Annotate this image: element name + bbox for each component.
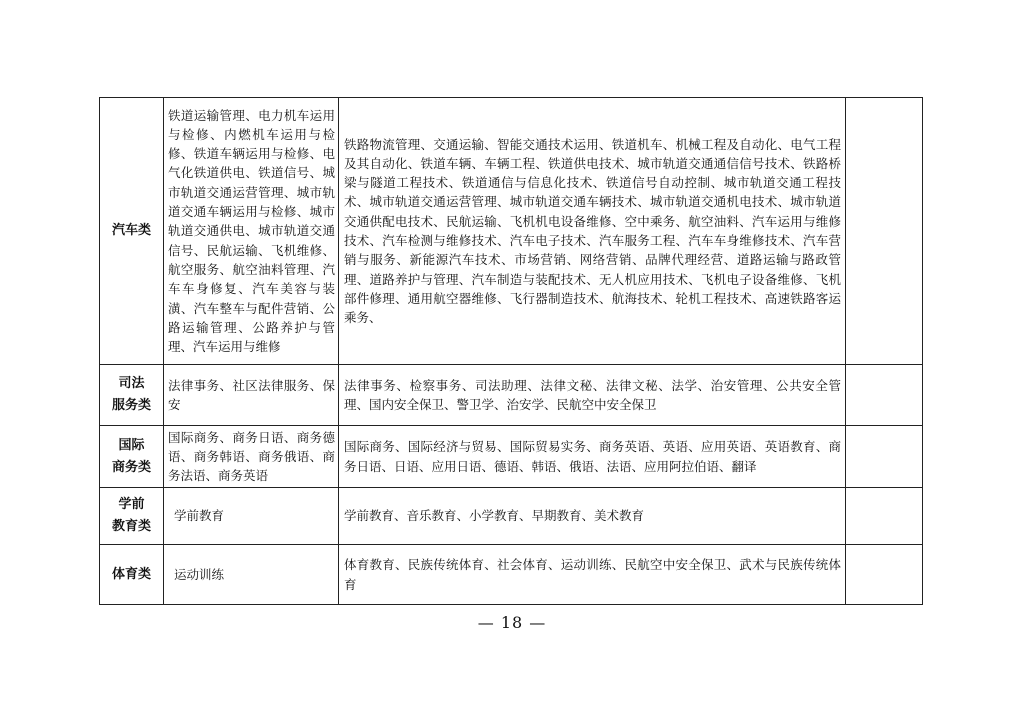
category-line: 教育类	[111, 519, 151, 534]
category-line: 国际	[118, 437, 145, 453]
majors-cell: 国际商务、国际经济与贸易、国际贸易实务、商务英语、英语、应用英语、英语教育、商务日语、日语、应用日语、德语、韩语、俄语、法语、应用阿拉伯语、翻译	[339, 426, 846, 488]
category-cell: 汽车类	[100, 98, 164, 365]
category-line: 商务类	[111, 459, 151, 475]
majors-cell: 体育教育、民族传统体育、社会体育、运动训练、民航空中安全保卫、武术与民族传统体育	[339, 545, 846, 605]
category-cell	[100, 488, 164, 545]
category-cell: 体育类	[100, 545, 164, 605]
subject-cell: 铁道运输管理、电力机车运用与检修、内燃机车运用与检修、铁道车辆运用与检修、电气化铁道供电、铁道信号、城市轨道交通运营管理、城市轨道交通车辆运用与检修、城市轨道交通供电、城市轨道交通信号、民航运输、飞机维修、航空服务、航空油料管理、汽车车身修复、汽车美容与装潢、汽车整车与配件营销、公路运输管理、公路养护与管理、汽车运用与维修	[164, 98, 339, 365]
majors-cell: 学前教育、音乐教育、小学教育、早期教育、美术教育	[339, 488, 846, 545]
table-row	[100, 426, 923, 488]
note-cell	[846, 488, 923, 545]
note-cell	[846, 545, 923, 605]
note-cell	[846, 365, 923, 426]
category-line: 服务类	[111, 398, 151, 413]
note-cell	[846, 426, 923, 488]
majors-table	[99, 97, 923, 605]
table-row	[100, 365, 923, 426]
category-cell	[100, 426, 164, 488]
subject-cell: 运动训练	[164, 545, 339, 605]
majors-cell: 铁路物流管理、交通运输、智能交通技术运用、铁道机车、机械工程及自动化、电气工程及其自动化、铁道车辆、车辆工程、铁道供电技术、城市轨道交通通信信号技术、铁路桥梁与隧道工程技术、铁道通信与信息化技术、铁道信号自动控制、城市轨道交通工程技术、城市轨道交通运营管理、城市轨道交通车辆技术、城市轨道交通机电技术、城市轨道交通供配电技术、民航运输、飞机机电设备维修、空中乘务、航空油料、汽车运用与维修技术、汽车检测与维修技术、汽车电子技术、汽车服务工程、汽车车身维修技术、汽车营销与服务、新能源汽车技术、市场营销、网络营销、品牌代理经营、道路运输与路政管理、道路养护与管理、汽车制造与装配技术、无人机应用技术、飞机电子设备维修、飞机部件修理、通用航空器维修、飞行器制造技术、航海技术、轮机工程技术、高速铁路客运乘务、	[339, 98, 846, 365]
category-cell	[100, 365, 164, 426]
table-row	[100, 488, 923, 545]
note-cell	[846, 98, 923, 365]
subject-cell: 法律事务、社区法律服务、保安	[164, 365, 339, 426]
table-row	[100, 98, 923, 365]
table-row	[100, 545, 923, 605]
page-number: — 18 —	[477, 613, 547, 632]
subject-cell: 国际商务、商务日语、商务德语、商务韩语、商务俄语、商务法语、商务英语	[164, 426, 339, 488]
majors-cell: 法律事务、检察事务、司法助理、法律文秘、法律文秘、法学、治安管理、公共安全管理、国内安全保卫、警卫学、治安学、民航空中安全保卫	[339, 365, 846, 426]
subject-cell: 学前教育	[164, 488, 339, 545]
category-line: 学前	[118, 497, 145, 512]
category-line: 司法	[118, 376, 145, 391]
